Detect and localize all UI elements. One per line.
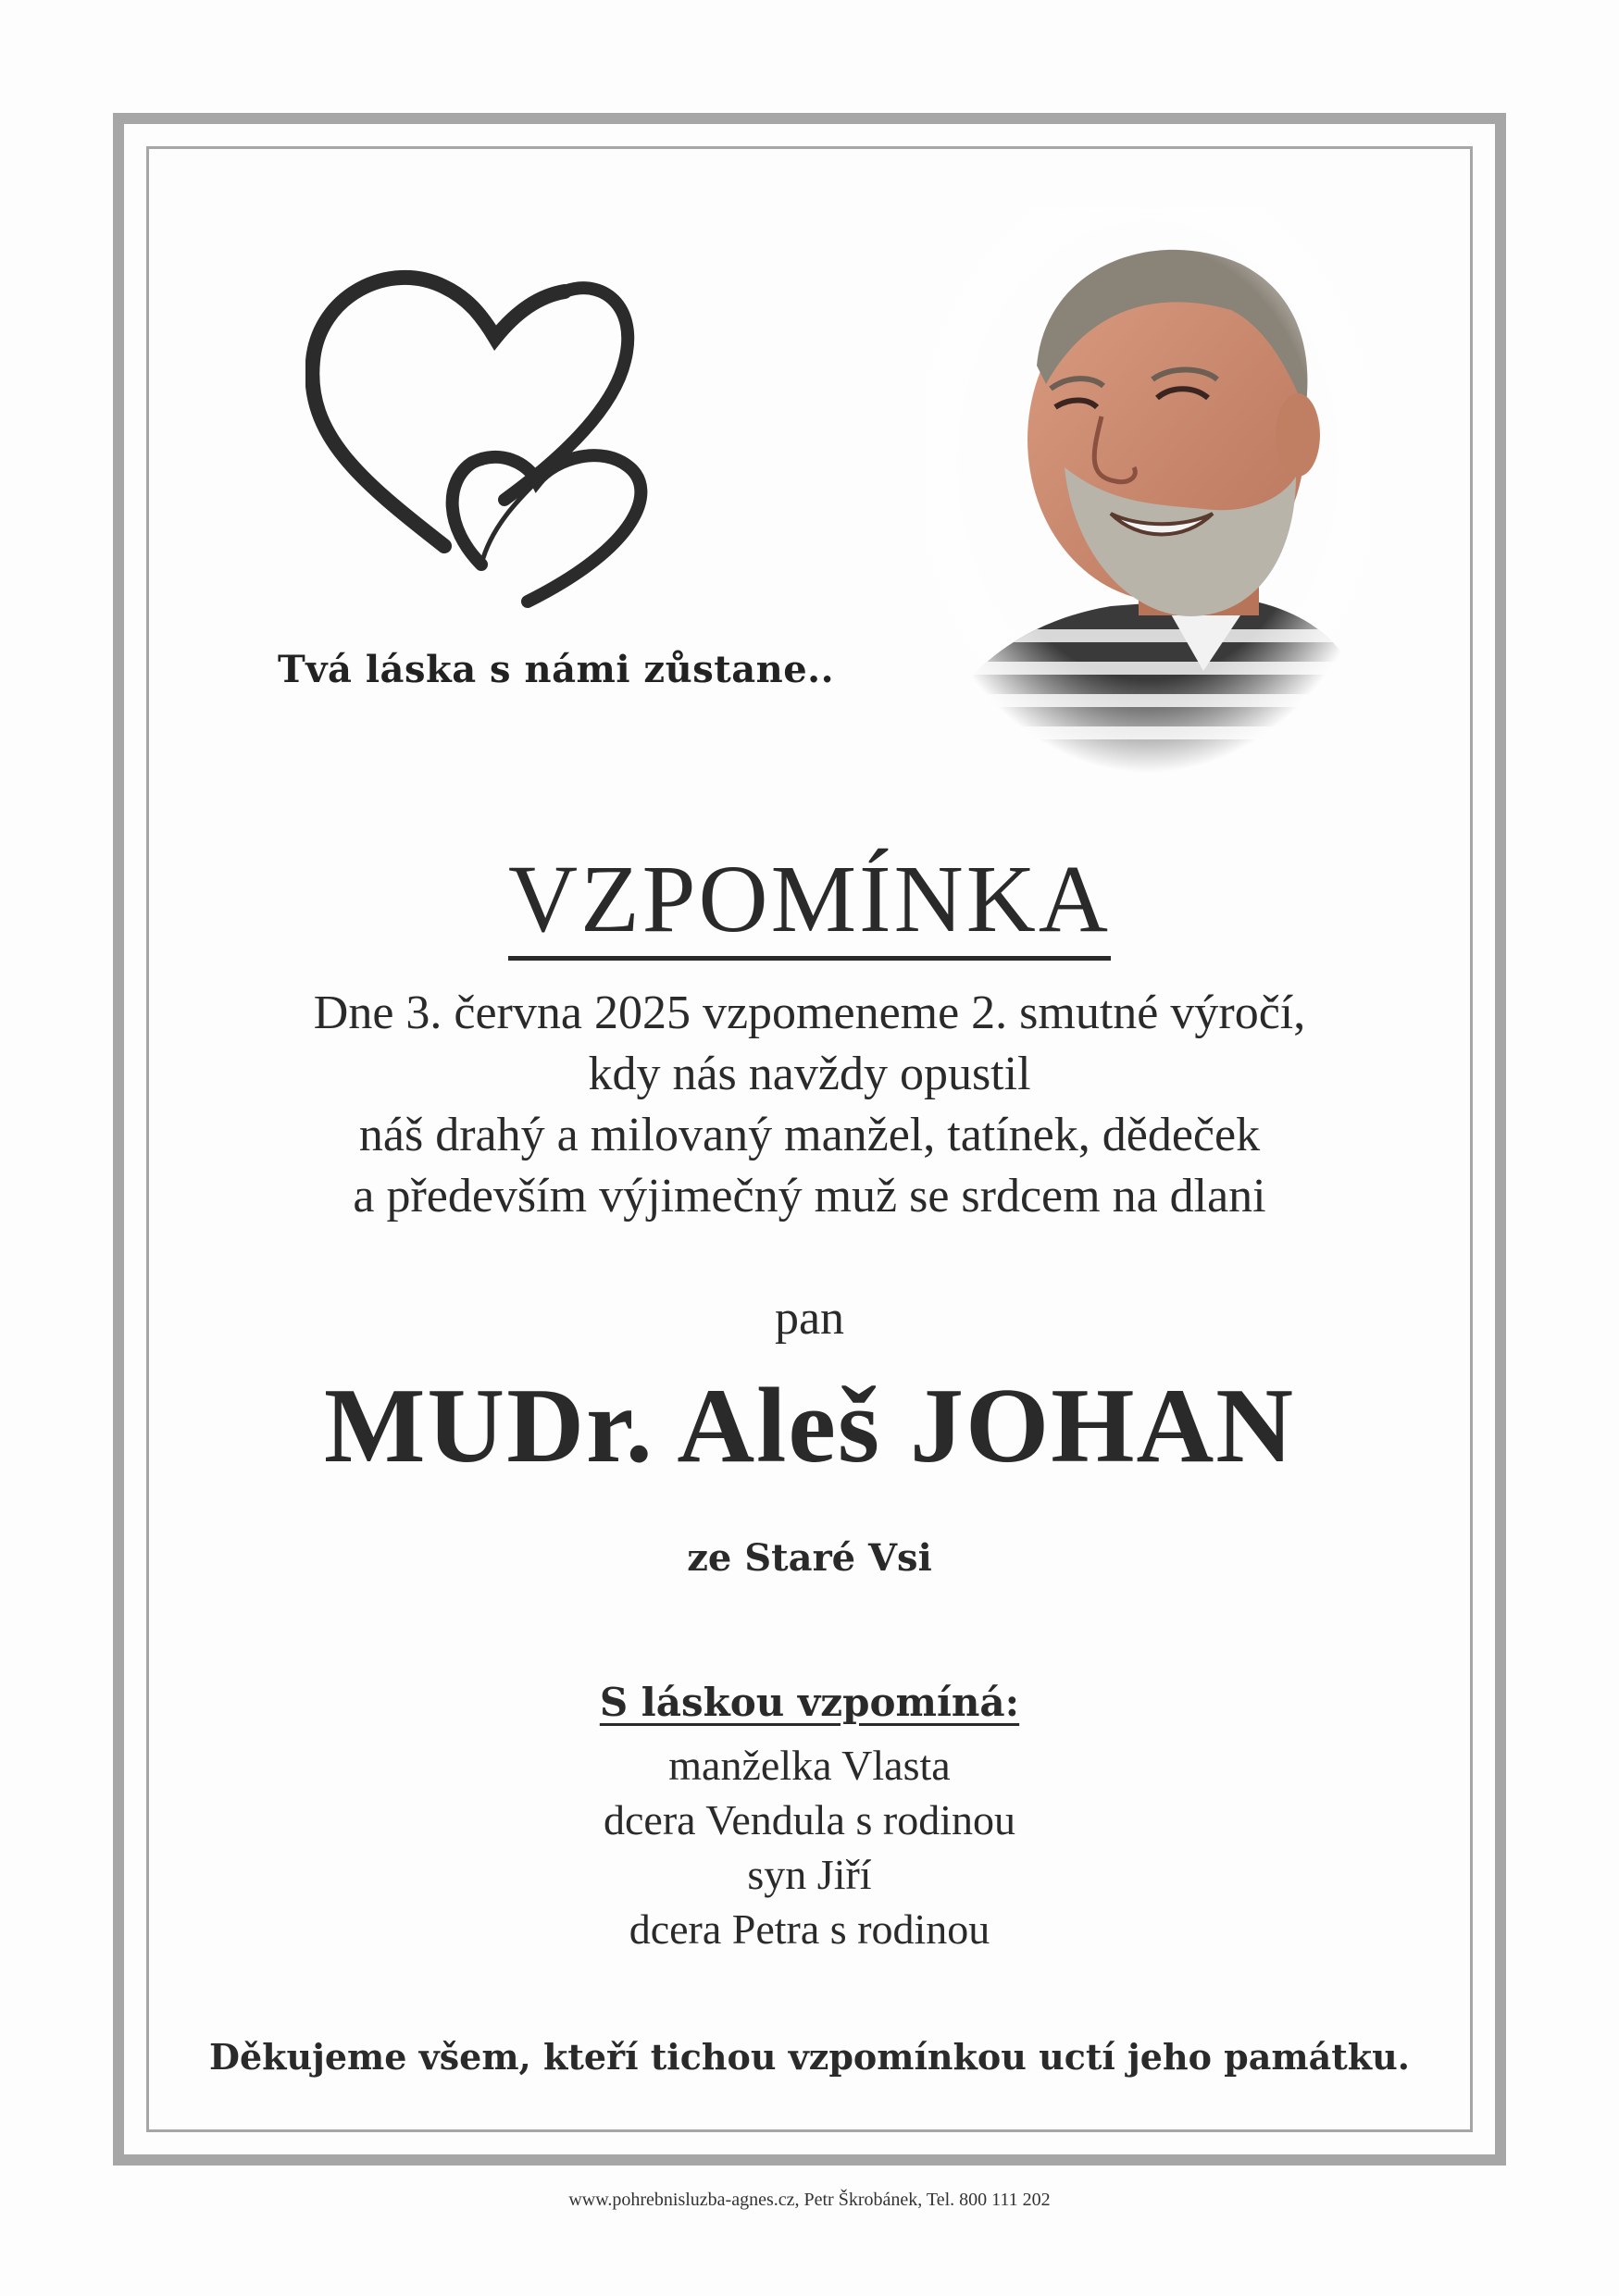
announcement-line: kdy nás navždy opustil xyxy=(588,1048,1031,1100)
page-title: VZPOMÍNKA xyxy=(508,847,1111,961)
origin-text: ze Staré Vsi xyxy=(687,1536,932,1580)
list-item: manželka Vlasta xyxy=(668,1742,951,1789)
honorific: pan xyxy=(774,1292,845,1345)
thanks-text: Děkujeme všem, kteří tichou vzpomínkou uctí jeho památku. xyxy=(209,2036,1410,2078)
list-item: dcera Petra s rodinou xyxy=(629,1905,990,1953)
announcement-line: náš drahý a milovaný manžel, tatínek, dědeček xyxy=(358,1109,1261,1161)
portrait-photo xyxy=(926,208,1370,773)
announcement-line: Dne 3. června 2025 vzpomeneme 2. smutné výročí, xyxy=(313,987,1306,1039)
list-item: syn Jiří xyxy=(747,1851,872,1898)
announcement-text xyxy=(0,983,1619,1227)
two-hearts-icon xyxy=(305,250,713,611)
deceased-name: MUDr. Aleš JOHAN xyxy=(323,1367,1296,1485)
mourners-heading-block xyxy=(0,1680,1619,1725)
footer-contact: www.pohrebnisluzba-agnes.cz, Petr Škrobánek, Tel. 800 111 202 xyxy=(568,2190,1051,2210)
list-item: dcera Vendula s rodinou xyxy=(604,1796,1015,1843)
mourners-list xyxy=(0,1738,1619,1956)
announcement-line: a především výjimečný muž se srdcem na dlani xyxy=(353,1170,1266,1222)
heading-block xyxy=(0,847,1619,961)
mourners-heading: S láskou vzpomíná: xyxy=(599,1680,1020,1725)
motto-text: Tvá láska s námi zůstane.. xyxy=(278,648,835,691)
